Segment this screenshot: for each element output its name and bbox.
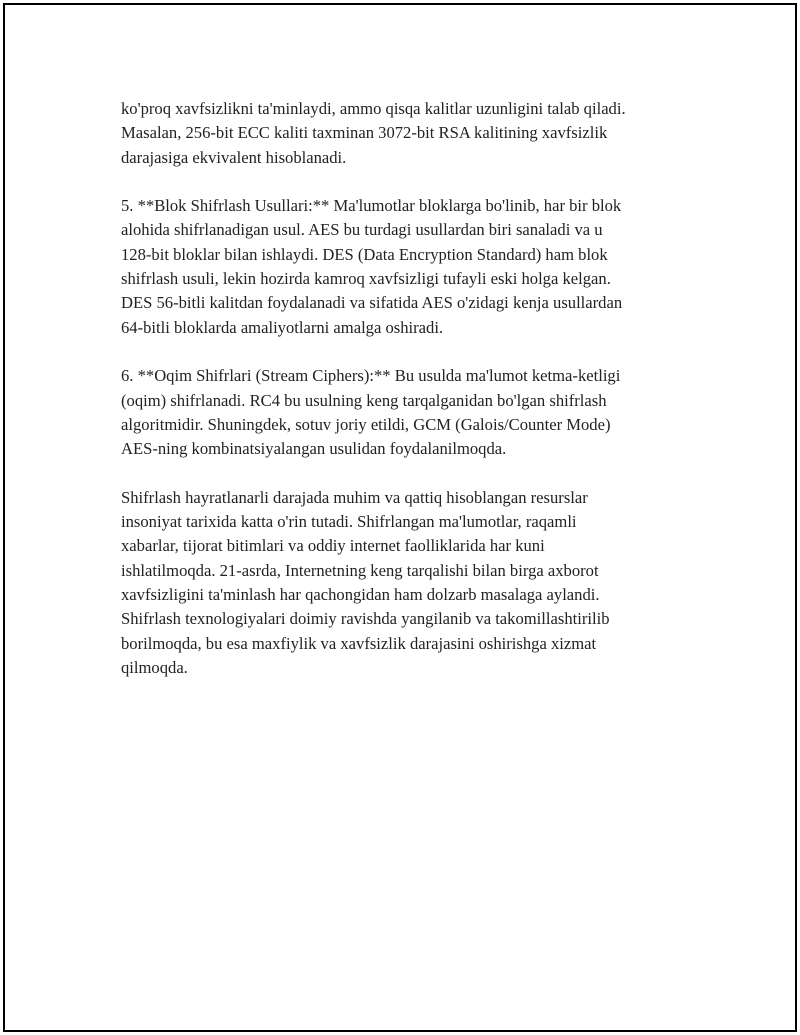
text-line: shifrlash usuli, lekin hozirda kamroq xavfsizligi tufayli eski holga kelgan. (121, 269, 611, 289)
text-line: Masalan, 256-bit ECC kaliti taxminan 3072-bit RSA kalitining xavfsizlik (121, 123, 608, 143)
text-line: xabarlar, tijorat bitimlari va oddiy internet faolliklarida har kuni (121, 536, 545, 556)
text-line: ishlatilmoqda. 21-asrda, Internetning keng tarqalishi bilan birga axborot (121, 560, 599, 580)
paragraph-ecc-continuation (121, 97, 696, 170)
text-line: Shifrlash hayratlanarli darajada muhim va qattiq hisoblangan resurslar (121, 487, 588, 507)
text-line: darajasiga ekvivalent hisoblanadi. (121, 147, 347, 167)
text-line: algoritmidir. Shuningdek, sotuv joriy etildi, GCM (Galois/Counter Mode) (121, 414, 611, 434)
text-line: Shifrlash texnologiyalari doimiy ravishda yangilanib va takomillashtirilib (121, 609, 610, 629)
text-line: 5. **Blok Shifrlash Usullari:** Ma'lumotlar bloklarga bo'linib, har bir blok (121, 196, 622, 216)
text-line: 6. **Oqim Shifrlari (Stream Ciphers):** Bu usulda ma'lumot ketma-ketligi (121, 366, 621, 386)
paragraph-stream-ciphers (121, 364, 696, 461)
text-line: AES-ning kombinatsiyalangan usulidan foydalanilmoqda. (121, 439, 507, 459)
text-line: alohida shifrlanadigan usul. AES bu turdagi usullardan biri sanaladi va u (121, 220, 603, 240)
text-line: ko'proq xavfsizlikni ta'minlaydi, ammo qisqa kalitlar uzunligini talab qiladi. (121, 99, 626, 118)
text-line: xavfsizligini ta'minlash har qachongidan ham dolzarb masalaga aylandi. (121, 584, 600, 604)
text-line: qilmoqda. (121, 657, 188, 677)
paragraph-conclusion (121, 486, 696, 680)
text-line: 128-bit bloklar bilan ishlaydi. DES (Data Encryption Standard) ham blok (121, 244, 608, 264)
paragraph-block-ciphers (121, 194, 696, 340)
text-line: (oqim) shifrlanadi. RC4 bu usulning keng tarqalganidan bo'lgan shifrlash (121, 390, 607, 410)
text-line: DES 56-bitli kalitdan foydalanadi va sifatida AES o'zidagi kenja usullardan (121, 293, 623, 313)
document-body (121, 97, 696, 704)
text-line: 64-bitli bloklarda amaliyotlarni amalga oshiradi. (121, 317, 444, 337)
page-frame (3, 3, 797, 1032)
text-line: insoniyat tarixida katta o'rin tutadi. Shifrlangan ma'lumotlar, raqamli (121, 512, 577, 532)
text-line: borilmoqda, bu esa maxfiylik va xavfsizlik darajasini oshirishga xizmat (121, 633, 597, 653)
